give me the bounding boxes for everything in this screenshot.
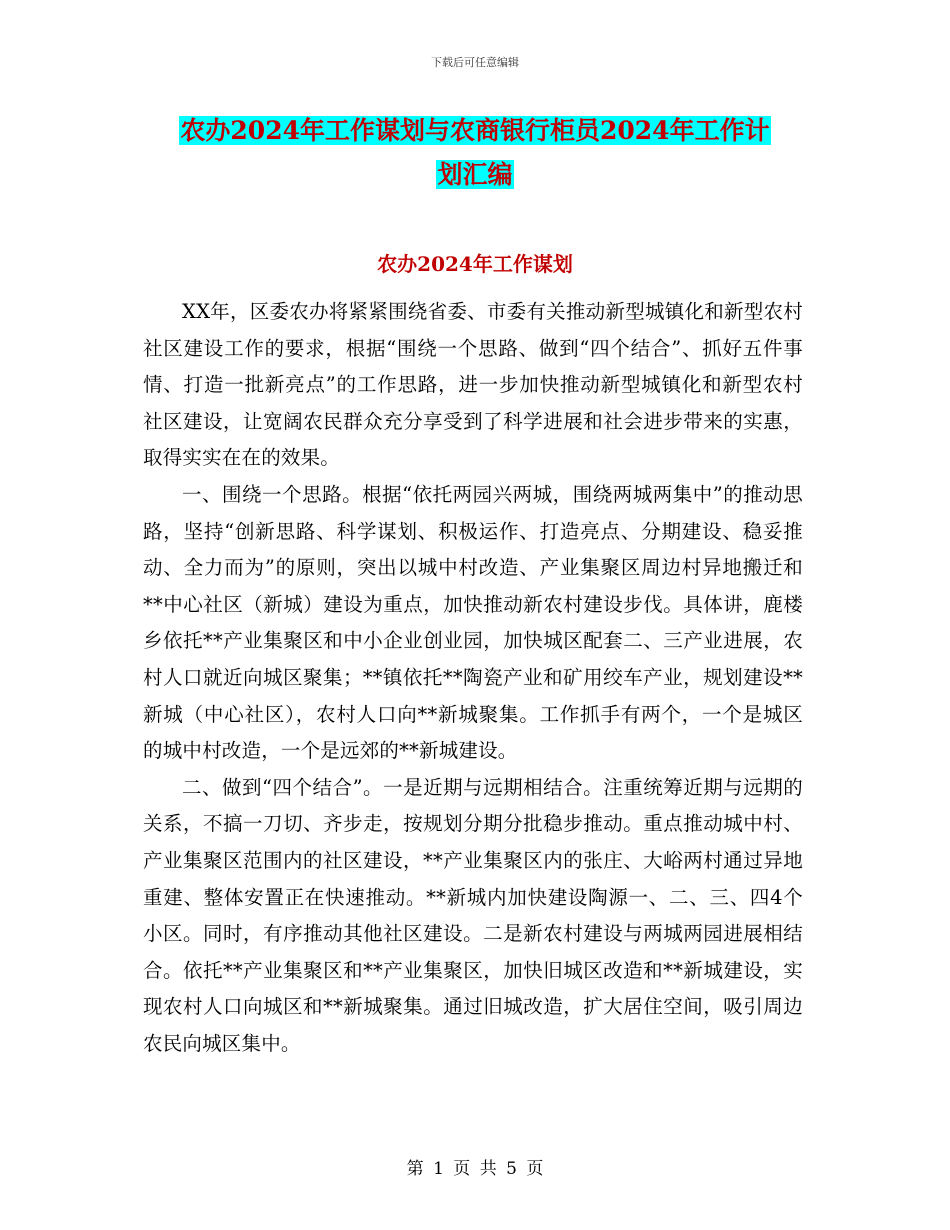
page-number-footer: 第 1 页 共 5 页 [406, 1159, 544, 1179]
paragraph-one: 一、围绕一个思路。根据“依托两园兴两城，围绕两城两集中”的推动思路，坚持“创新思路、科学谋划、积极运作、打造亮点、分期建设、稳妥推动、全力而为”的原则，突出以城中村改造、产业集聚区周边村异地搬迁和**中心社区（新城）建设为重点，加快推动新农村建设步伐。具体讲，鹿楼乡依托**产业集聚区和中小企业创业园，加快城区配套二、三产业进展，农村人口就近向城区聚集；**镇依托**陶瓷产业和矿用绞车产业，规划建设**新城（中心社区），农村人口向**新城聚集。工作抓手有两个，一个是城区的城中村改造，一个是远郊的**新城建设。 [143, 482, 803, 763]
paragraph-intro: XX年，区委农办将紧紧围绕省委、市委有关推动新型城镇化和新型农村社区建设工作的要求，根据“围绕一个思路、做到“四个结合”、抓好五件事情、打造一批新亮点”的工作思路，进一步加快推动新型城镇化和新型农村社区建设，让宽阔农民群众充分享受到了科学进展和社会进步带来的实惠，取得实实在在的效果。 [143, 300, 803, 470]
paragraph-two: 二、做到“四个结合”。一是近期与远期相结合。注重统筹近期与远期的关系，不搞一刀切、齐步走，按规划分期分批稳步推动。重点推动城中村、产业集聚区范围内的社区建设，**产业集聚区内的张庄、大峪两村通过异地重建、整体安置正在快速推动。**新城内加快建设陶源一、二、三、四4个小区。同时，有序推动其他社区建设。二是新农村建设与两城两园进展相结合。依托**产业集聚区和**产业集聚区，加快旧城区改造和**新城建设，实现农村人口向城区和**新城聚集。通过旧城改造，扩大居住空间，吸引周边农民向城区集中。 [143, 775, 803, 1055]
title-highlight-1: 农办2024年工作谋划与农商银行柜员2024年工作计 [180, 116, 770, 145]
section-title: 农办2024年工作谋划 [377, 252, 573, 276]
title-highlight-2: 划汇编 [437, 160, 513, 189]
document-body [143, 294, 803, 1062]
document-title-line-1 [0, 112, 950, 150]
document-title-line-2 [0, 156, 950, 194]
page-header-note: 下载后可任意编辑 [431, 56, 519, 69]
